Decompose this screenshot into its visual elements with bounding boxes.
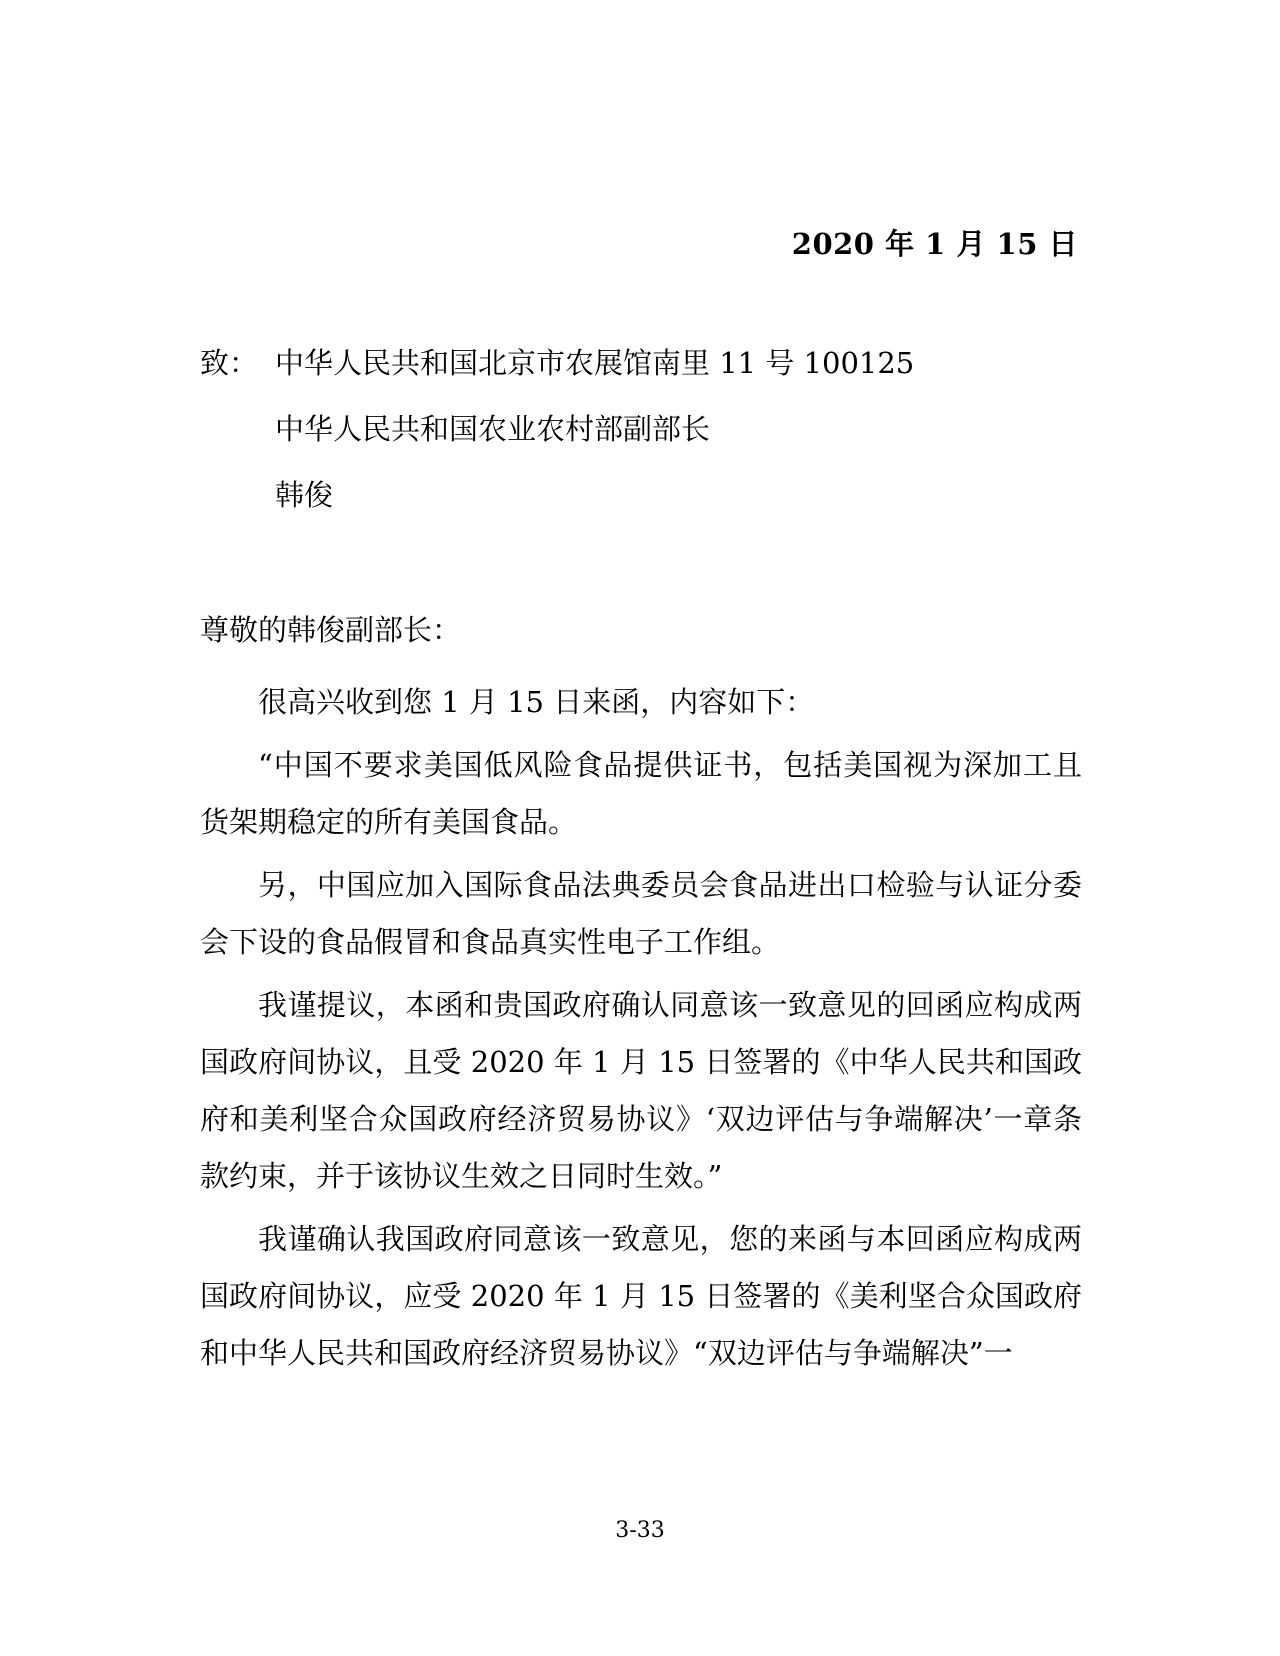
paragraph-3: 另，中国应加入国际食品法典委员会食品进出口检验与认证分委会下设的食品假冒和食品真实性电子工作组。 [200, 868, 1082, 959]
address-prefix: 致： [200, 346, 259, 380]
paragraph-1: 很高兴收到您 1 月 15 日来函，内容如下： [258, 685, 815, 719]
address-line-1 [200, 345, 914, 411]
address-line-3 [200, 477, 914, 543]
address-street: 中华人民共和国北京市农展馆南里 11 号 100125 [275, 346, 915, 380]
letter-body [200, 612, 1082, 1388]
recipient-name: 韩俊 [275, 478, 334, 512]
page-number: 3-33 [615, 1518, 665, 1543]
paragraph-2: “中国不要求美国低风险食品提供证书，包括美国视为深加工且货架期稳定的所有美国食品。 [200, 748, 1082, 839]
recipient-title: 中华人民共和国农业农村部副部长 [275, 412, 711, 446]
letter-date: 2020 年 1 月 15 日 [791, 227, 1078, 261]
salutation: 尊敬的韩俊副部长： [200, 613, 462, 647]
paragraph-4: 我谨提议，本函和贵国政府确认同意该一致意见的回函应构成两国政府间协议，且受 2020 年 1 月 15 日签署的《中华人民共和国政府和美利坚合众国政府经济贸易协议》‘双边评估与争端解决’一章条款约束，并于该协议生效之日同时生效。” [200, 988, 1082, 1193]
paragraph-5: 我谨确认我国政府同意该一致意见，您的来函与本回函应构成两国政府间协议，应受 2020 年 1 月 15 日签署的《美利坚合众国政府和中华人民共和国政府经济贸易协议》“双边评估与争端解决”一 [200, 1222, 1082, 1370]
address-line-2 [200, 411, 914, 477]
address-block [200, 345, 914, 543]
